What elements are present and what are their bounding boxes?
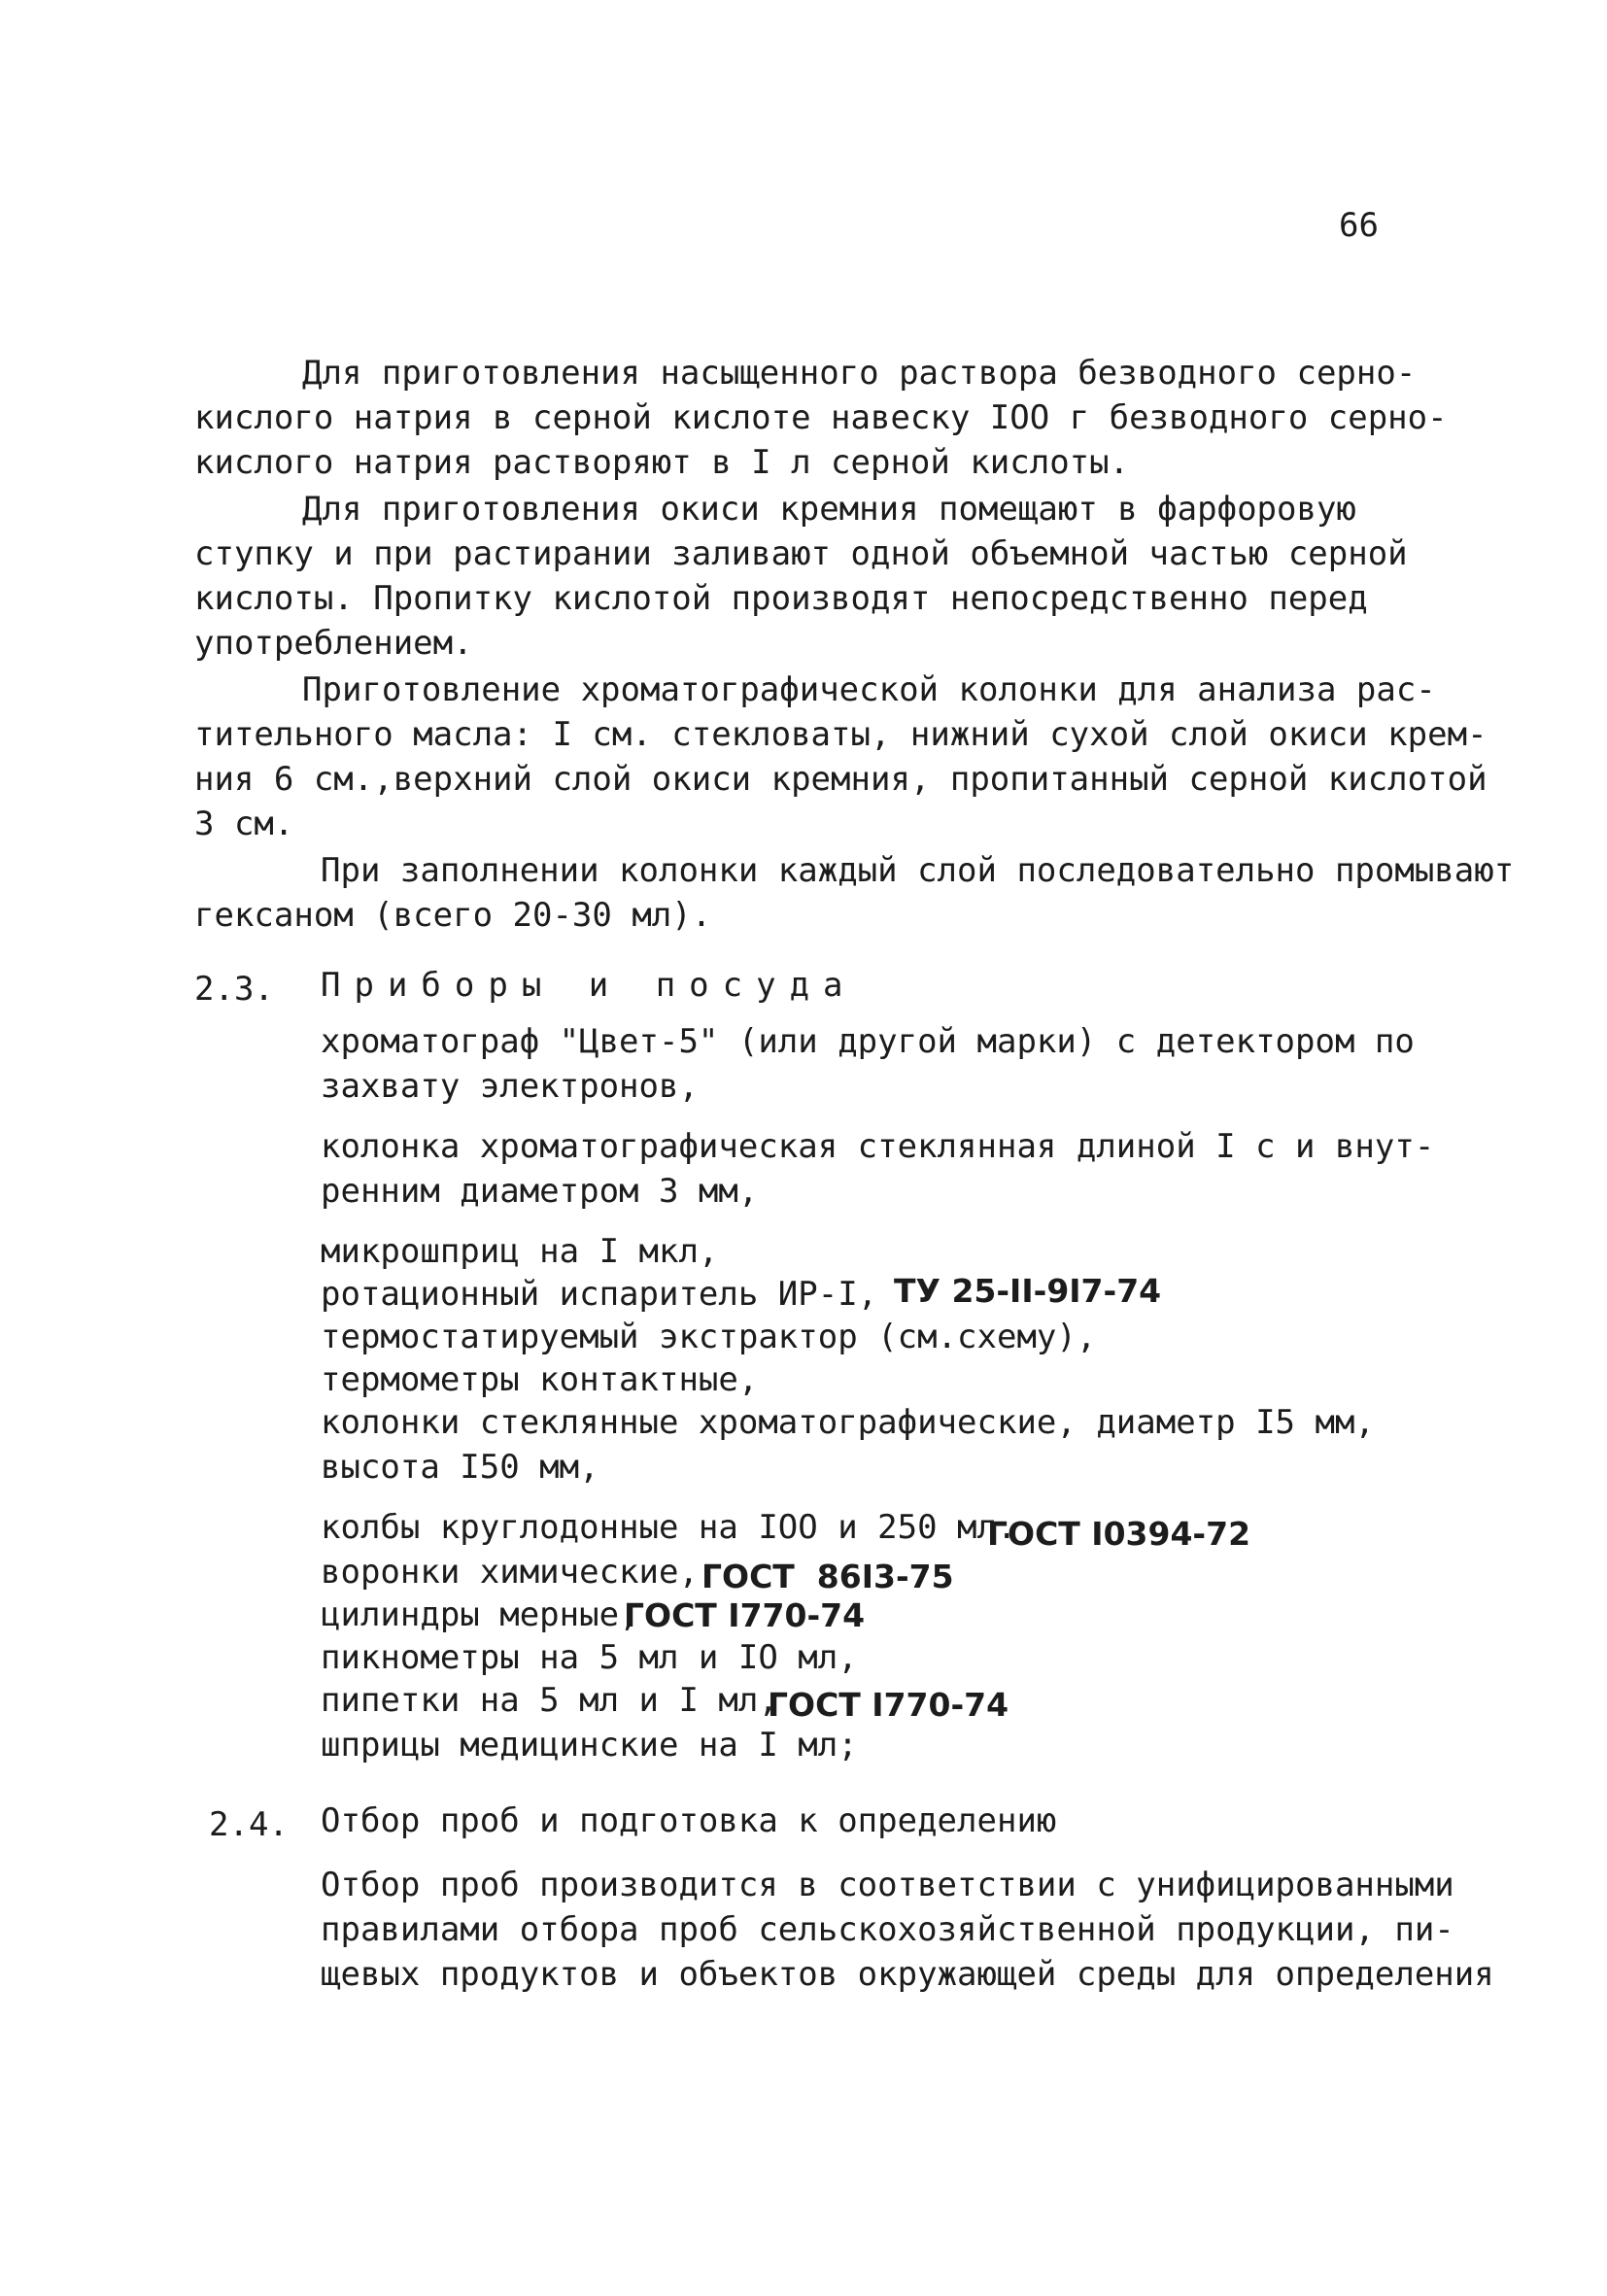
equipment-item: захвату электронов, <box>321 1067 699 1106</box>
equipment-item: пикнометры на 5 мл и IO мл, <box>321 1638 858 1677</box>
text-line: кислого натрия в серной кислоте навеску IOO г безводного серно- <box>194 398 1448 437</box>
text-line: ступку и при растирании заливают одной объемной частью серной <box>194 534 1408 573</box>
text-line: При заполнении колонки каждый слой последовательно промывают <box>321 851 1515 890</box>
equipment-item: колонка хроматографическая стеклянная длиной I с и внут- <box>321 1127 1435 1166</box>
section-title: Отбор проб и подготовка к определению <box>321 1801 1057 1840</box>
equipment-item: шприцы медицинские на I мл; <box>321 1726 858 1765</box>
equipment-item: колонки стеклянные хроматографические, диаметр I5 мм, <box>321 1403 1375 1442</box>
text-line: тительного масла: I см. стекловаты, нижний сухой слой окиси крем- <box>194 715 1487 754</box>
standard-stamp: ГОСТ I0394-72 <box>987 1515 1251 1553</box>
text-line: гексаном (всего 20-30 мл). <box>194 896 712 935</box>
text-line: кислого натрия растворяют в I л серной кислоты. <box>194 443 1130 482</box>
section-number: 2.3. <box>194 970 274 1009</box>
equipment-item: пипетки на 5 мл и I мл, <box>321 1681 778 1720</box>
equipment-item: воронки химические, <box>321 1553 699 1592</box>
text-line: кислоты. Пропитку кислотой производят непосредственно перед <box>194 579 1368 618</box>
standard-stamp: ГОСТ 86I3-75 <box>701 1558 954 1595</box>
equipment-item: ротационный испаритель ИР-I, <box>321 1275 878 1314</box>
equipment-item: ренним диаметром 3 мм, <box>321 1172 759 1211</box>
text-line: употреблением. <box>194 624 473 663</box>
text-line: правилами отбора проб сельскохозяйственной продукции, пи- <box>321 1910 1454 1949</box>
equipment-item: микрошприц на I мкл, <box>321 1232 719 1271</box>
equipment-item: термометры контактные, <box>321 1360 759 1399</box>
text-line: Приготовление хроматографической колонки для анализа рас- <box>302 670 1436 709</box>
section-number: 2.4. <box>209 1805 289 1844</box>
section-title: Приборы и посуда <box>321 966 857 1005</box>
standard-stamp: ГОСТ I770-74 <box>768 1686 1009 1724</box>
equipment-item: хроматограф "Цвет-5" (или другой марки) с детектором по <box>321 1022 1415 1061</box>
equipment-item: высота I50 мм, <box>321 1448 599 1487</box>
equipment-item: колбы круглодонные на IOO и 250 мл. <box>321 1508 1017 1547</box>
text-line: Для приготовления насыщенного раствора безводного серно- <box>302 354 1417 393</box>
standard-stamp: ГОСТ I770-74 <box>624 1596 866 1634</box>
standard-stamp: ТУ 25-II-9I7-74 <box>894 1272 1162 1310</box>
text-line: щевых продуктов и объектов окружающей среды для определения <box>321 1955 1494 1994</box>
page-number: 66 <box>1339 206 1379 245</box>
text-line: Отбор проб производится в соответствии с унифицированными <box>321 1866 1454 1904</box>
equipment-item: термостатируемый экстрактор (см.схему), <box>321 1318 1097 1356</box>
equipment-item: цилиндры мерные, <box>321 1595 639 1634</box>
text-line: 3 см. <box>194 805 294 843</box>
text-line: ния 6 см.,верхний слой окиси кремния, пропитанный серной кислотой <box>194 760 1487 799</box>
text-line: Для приготовления окиси кремния помещают в фарфоровую <box>302 490 1356 529</box>
